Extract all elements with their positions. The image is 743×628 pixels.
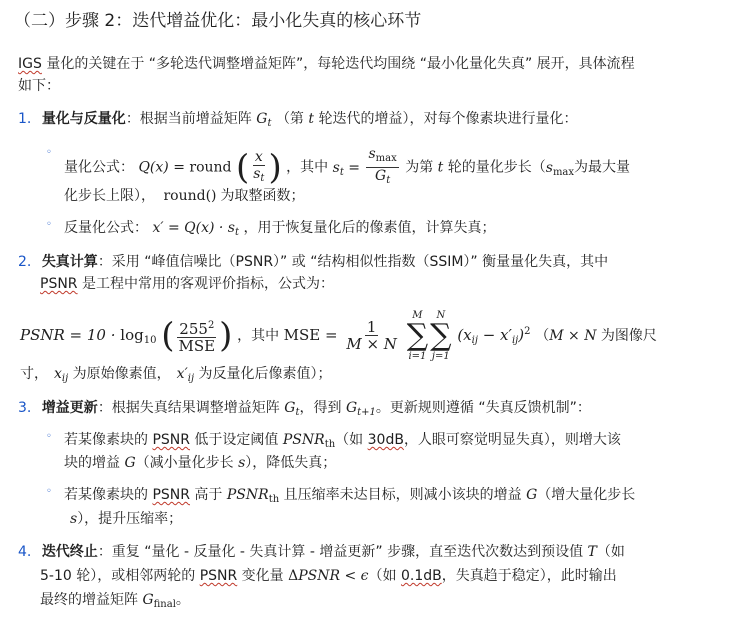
intro-line-1: IGS 量化的关键在于 “多轮迭代调整增益矩阵”，每轮迭代均围绕 “最小化量化失真” 展开，具体流程 xyxy=(18,56,635,72)
step-3-rule-1-cont: 块的增益 G（减小量化步长 s），降低失真； xyxy=(64,455,337,471)
step-1-quant-formula-cont: 化步长上限）， round() 为取整函数； xyxy=(64,188,305,204)
bullet-icon: ◦ xyxy=(46,431,52,442)
psnr-formula: PSNR = $10 \cdot \log_{10}$ ( $\frac{255^2}{\text{MSE}}$ ) ，其中 MSE = $\frac{1}{M \times N}$ M ∑ i=1 N ∑ j=1 $(x_{ij} - x'_{ij})^2$ （M × N 为图像尺 xyxy=(20,309,657,362)
bullet-icon: ◦ xyxy=(46,486,52,497)
intro-line-2: 如下： xyxy=(18,78,60,94)
step-1-heading: 1. 量化与反量化：根据当前增益矩阵 $G_t$ （第 t 轮迭代的增益），对每个像素块进行量化： xyxy=(18,111,578,129)
step-2-heading: 2. 失真计算：采用 “峰值信噪比（PSNR）” 或 “结构相似性指数（SSIM）” 衡量量化失真，其中 xyxy=(18,254,609,270)
gain-matrix-gt: $G_t$ xyxy=(256,111,272,129)
step-2-line-2: PSNR 是工程中常用的客观评价指标，公式为： xyxy=(40,276,334,292)
step-3-rule-2: 若某像素块的 PSNR 高于 $PSNR_{th}$ 且压缩率未达目标，则减小该块的增益 G（增大量化步长 xyxy=(64,487,636,505)
step-1-quant-formula: 量化公式： Q(x) = round ( $\frac{x}{s_t}$ ) ，其中 $s_t$ = $\frac{s_{max}}{G_t}$ 为第 t 轮的量化步长（$s_{max}$为最大量 xyxy=(64,146,631,188)
step-4-line-3: 最终的增益矩阵 $G_{final}$。 xyxy=(40,592,190,610)
step-4-line-2: 5-10 轮），或相邻两轮的 PSNR 变化量 ΔPSNR < ϵ（如 0.1dB，失真趋于稳定），此时输出 xyxy=(40,568,617,584)
step-3-rule-2-cont: s），提升压缩率； xyxy=(70,511,183,527)
step-3-rule-1: 若某像素块的 PSNR 低于设定阈值 $PSNR_{th}$（如 30dB，人眼可察觉明显失真），则增大该 xyxy=(64,432,621,450)
bullet-icon: ◦ xyxy=(46,147,52,158)
page-title: （二）步骤 2：迭代增益优化：最小化失真的核心环节 xyxy=(14,11,422,31)
psnr-formula-cont: 寸， $x_{ij}$ 为原始像素值， $x'_{ij}$ 为反量化后像素值）； xyxy=(20,366,332,384)
bullet-icon: ◦ xyxy=(46,219,52,230)
step-3-heading: 3. 增益更新：根据失真结果调整增益矩阵 $G_t$，得到 $G_{t+1}$。更新规则遵循 “失真反馈机制”： xyxy=(18,400,591,418)
step-4-heading: 4. 迭代终止：重复 “量化 - 反量化 - 失真计算 - 增益更新” 步骤，直至迭代次数达到预设值 T（如 xyxy=(18,544,625,560)
step-1-dequant-formula: 反量化公式： $x' = Q(x) \cdot s_t$ ，用于恢复量化后的像素值，计算失真； xyxy=(64,220,496,238)
